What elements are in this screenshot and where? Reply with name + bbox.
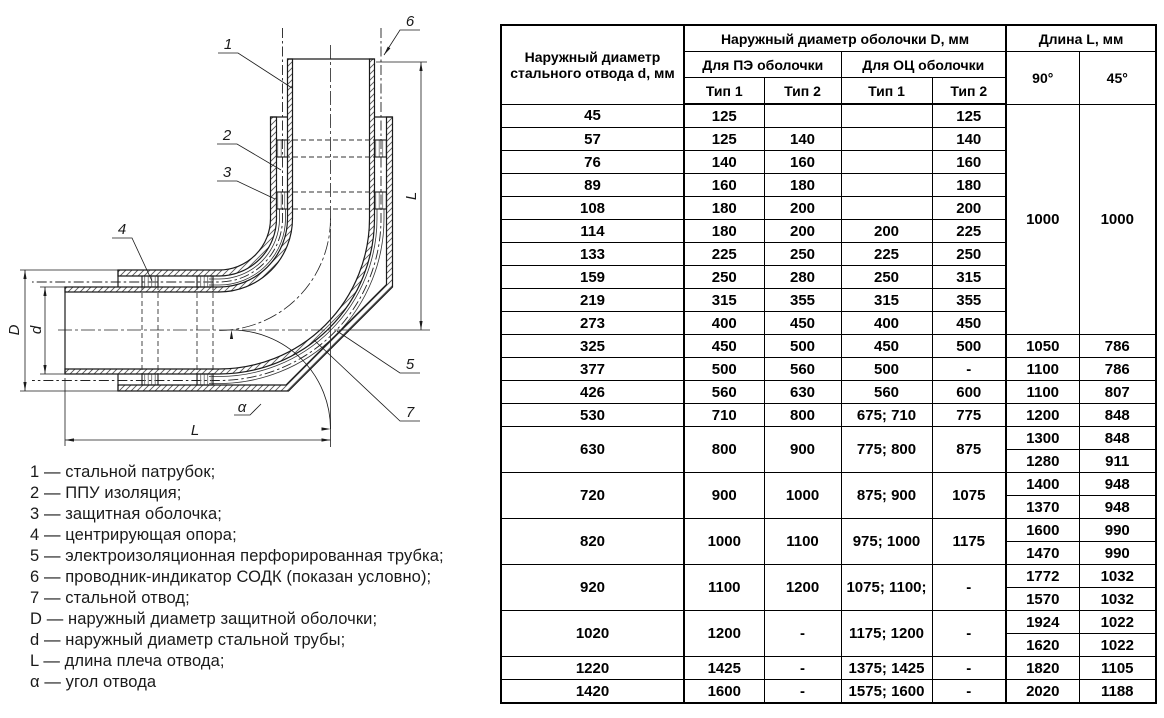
table-row	[501, 335, 1156, 358]
col-header-oc-type1: Тип 1	[841, 78, 932, 105]
table-cell: 273	[501, 312, 684, 335]
table-cell: 89	[501, 174, 684, 197]
table-cell: 140	[932, 128, 1006, 151]
table-cell: 400	[684, 312, 764, 335]
table-cell: 948	[1079, 473, 1156, 496]
pipe-end-caps	[65, 59, 393, 391]
legend-item: 5 — электроизоляционная перфорированная трубка;	[30, 547, 444, 565]
legend-item: α — угол отвода	[30, 673, 157, 691]
table-cell: 1100	[764, 519, 841, 565]
callout-2: 2	[222, 127, 232, 144]
table-row	[501, 427, 1156, 450]
table-cell: -	[764, 680, 841, 704]
table-cell: 1924	[1006, 611, 1079, 634]
table-cell: 530	[501, 404, 684, 427]
col-header-90deg: 90°	[1006, 52, 1079, 105]
table-cell: 355	[764, 289, 841, 312]
legend-item: 1 — стальной патрубок;	[30, 463, 216, 481]
table-row	[501, 358, 1156, 381]
table-cell: 500	[684, 358, 764, 381]
table-cell: 1175; 1200	[841, 611, 932, 657]
table-cell: 140	[684, 151, 764, 174]
table-cell: 225	[684, 243, 764, 266]
table-cell: 1105	[1079, 657, 1156, 680]
table-cell: 180	[684, 220, 764, 243]
table-cell: 1280	[1006, 450, 1079, 473]
table-cell: 315	[684, 289, 764, 312]
callout-7: 7	[405, 404, 415, 421]
table-cell: 990	[1079, 519, 1156, 542]
table-cell: 975; 1000	[841, 519, 932, 565]
table-cell	[841, 174, 932, 197]
table-cell: 710	[684, 404, 764, 427]
table-cell: 125	[932, 104, 1006, 128]
legend-item: 4 — центрирующая опора;	[30, 526, 237, 544]
table-cell: 225	[932, 220, 1006, 243]
table-cell: 1100	[684, 565, 764, 611]
table-cell: -	[932, 358, 1006, 381]
table-cell: 1100	[1006, 358, 1079, 381]
table-cell: 807	[1079, 381, 1156, 404]
table-cell: 630	[764, 381, 841, 404]
col-header-casing-diameter-group: Наружный диаметр оболочки D, мм	[684, 25, 1006, 52]
table-cell: -	[932, 611, 1006, 657]
table-cell: 200	[764, 220, 841, 243]
table-row	[501, 611, 1156, 634]
legend-item: 7 — стальной отвод;	[30, 589, 190, 607]
table-cell: 875	[932, 427, 1006, 473]
table-cell	[764, 104, 841, 128]
spec-table-body	[501, 104, 1156, 703]
legend	[30, 462, 444, 693]
table-cell: 160	[932, 151, 1006, 174]
table-cell: 315	[932, 266, 1006, 289]
col-header-pe-type2: Тип 2	[764, 78, 841, 105]
table-row	[501, 565, 1156, 588]
table-cell: 160	[684, 174, 764, 197]
table-cell: 280	[764, 266, 841, 289]
table-cell: -	[932, 657, 1006, 680]
table-cell: 900	[684, 473, 764, 519]
table-cell: 159	[501, 266, 684, 289]
table-cell: -	[764, 611, 841, 657]
table-cell: 1188	[1079, 680, 1156, 704]
table-cell: 500	[764, 335, 841, 358]
dim-label-D: D	[6, 324, 23, 336]
table-cell: 560	[764, 358, 841, 381]
table-cell: 315	[841, 289, 932, 312]
table-cell: -	[932, 565, 1006, 611]
table-cell: 720	[501, 473, 684, 519]
dim-label-L-horizontal: L	[190, 422, 200, 439]
table-cell: 57	[501, 128, 684, 151]
callout-4: 4	[117, 221, 127, 238]
table-cell: 450	[841, 335, 932, 358]
spec-table	[500, 24, 1157, 704]
table-cell: 990	[1079, 542, 1156, 565]
table-cell: 2020	[1006, 680, 1079, 704]
table-cell: 400	[841, 312, 932, 335]
table-cell: 180	[684, 197, 764, 220]
table-cell: 125	[684, 104, 764, 128]
table-cell: 1200	[1006, 404, 1079, 427]
table-cell: 675; 710	[841, 404, 932, 427]
callout-5: 5	[405, 356, 415, 373]
table-row	[501, 381, 1156, 404]
table-cell: 1420	[501, 680, 684, 704]
table-cell: 1570	[1006, 588, 1079, 611]
table-cell: -	[932, 680, 1006, 704]
table-cell: 1370	[1006, 496, 1079, 519]
table-cell: 140	[764, 128, 841, 151]
table-cell: 1032	[1079, 565, 1156, 588]
table-cell: 76	[501, 151, 684, 174]
table-cell: 1022	[1079, 611, 1156, 634]
hidden-lines	[142, 140, 386, 384]
table-cell: -	[764, 657, 841, 680]
centering-supports	[142, 140, 387, 385]
table-cell: 1620	[1006, 634, 1079, 657]
insulating-tube-lines	[209, 209, 384, 384]
table-cell: 820	[501, 519, 684, 565]
col-header-length-group: Длина L, мм	[1006, 25, 1156, 52]
callout-6: 6	[405, 13, 415, 30]
table-cell: 125	[684, 128, 764, 151]
table-row	[501, 519, 1156, 542]
table-cell	[841, 151, 932, 174]
table-cell: 775; 800	[841, 427, 932, 473]
table-cell: 1575; 1600	[841, 680, 932, 704]
table-cell: 450	[684, 335, 764, 358]
table-cell: 108	[501, 197, 684, 220]
table-cell: 1220	[501, 657, 684, 680]
table-row	[501, 680, 1156, 704]
table-cell: 114	[501, 220, 684, 243]
table-cell	[841, 197, 932, 220]
table-cell: 1175	[932, 519, 1006, 565]
col-header-steel-diameter: Наружный диаметр стального отвода d, мм	[501, 25, 684, 104]
col-header-oc-casing: Для ОЦ оболочки	[841, 52, 1006, 78]
table-cell: 848	[1079, 427, 1156, 450]
pipe-walls	[65, 59, 393, 391]
legend-item: 3 — защитная оболочка;	[30, 505, 222, 523]
table-cell: 1375; 1425	[841, 657, 932, 680]
table-cell: 1200	[764, 565, 841, 611]
table-cell: 948	[1079, 496, 1156, 519]
table-cell: 500	[932, 335, 1006, 358]
table-cell: 1075; 1100;	[841, 565, 932, 611]
table-row	[501, 404, 1156, 427]
table-cell: 1600	[1006, 519, 1079, 542]
table-cell: 630	[501, 427, 684, 473]
table-cell: 1000	[764, 473, 841, 519]
table-cell: 219	[501, 289, 684, 312]
table-cell: 250	[764, 243, 841, 266]
table-cell: 920	[501, 565, 684, 611]
col-header-oc-type2: Тип 2	[932, 78, 1006, 105]
pipe-elbow-drawing	[0, 0, 500, 460]
table-cell: 775	[932, 404, 1006, 427]
table-cell: 560	[841, 381, 932, 404]
table-cell: 1820	[1006, 657, 1079, 680]
table-cell: 250	[841, 266, 932, 289]
table-cell: 133	[501, 243, 684, 266]
table-cell: 1000	[684, 519, 764, 565]
table-cell: 1020	[501, 611, 684, 657]
table-cell: 225	[841, 243, 932, 266]
table-row	[501, 657, 1156, 680]
col-header-45deg: 45°	[1079, 52, 1156, 105]
table-cell: 1772	[1006, 565, 1079, 588]
table-cell: 1032	[1079, 588, 1156, 611]
table-cell: 1470	[1006, 542, 1079, 565]
col-header-pe-type1: Тип 1	[684, 78, 764, 105]
legend-item: 2 — ППУ изоляция;	[30, 484, 182, 502]
table-cell: 1400	[1006, 473, 1079, 496]
table-cell: 911	[1079, 450, 1156, 473]
table-cell: 500	[841, 358, 932, 381]
table-cell: 45	[501, 104, 684, 128]
table-cell: 900	[764, 427, 841, 473]
table-cell: 848	[1079, 404, 1156, 427]
table-cell: 1000	[1006, 104, 1079, 335]
table-cell: 1022	[1079, 634, 1156, 657]
table-cell: 1000	[1079, 104, 1156, 335]
table-cell: 200	[764, 197, 841, 220]
table-cell: 1050	[1006, 335, 1079, 358]
table-cell	[841, 128, 932, 151]
legend-item: L — длина плеча отвода;	[30, 652, 225, 670]
table-cell: 355	[932, 289, 1006, 312]
table-cell: 160	[764, 151, 841, 174]
legend-item: d — наружный диаметр стальной трубы;	[30, 631, 346, 649]
table-cell: 450	[764, 312, 841, 335]
table-cell: 600	[932, 381, 1006, 404]
table-row	[501, 473, 1156, 496]
legend-item: 6 — проводник-индикатор СОДК (показан условно);	[30, 568, 432, 586]
table-cell: 1300	[1006, 427, 1079, 450]
dimension-arrows	[23, 47, 422, 442]
table-cell: 786	[1079, 335, 1156, 358]
table-cell: 325	[501, 335, 684, 358]
table-cell: 800	[764, 404, 841, 427]
table-cell: 450	[932, 312, 1006, 335]
table-cell: 560	[684, 381, 764, 404]
dim-label-alpha: α	[237, 399, 247, 416]
table-cell: 1100	[1006, 381, 1079, 404]
table-cell: 377	[501, 358, 684, 381]
dim-label-d: d	[28, 325, 45, 335]
callout-1: 1	[223, 36, 233, 53]
table-cell: 180	[932, 174, 1006, 197]
table-row	[501, 104, 1156, 128]
table-cell: 1425	[684, 657, 764, 680]
table-cell: 875; 900	[841, 473, 932, 519]
table-cell: 1075	[932, 473, 1006, 519]
table-cell	[841, 104, 932, 128]
table-cell: 180	[764, 174, 841, 197]
table-cell: 250	[932, 243, 1006, 266]
table-cell: 200	[932, 197, 1006, 220]
table-cell: 786	[1079, 358, 1156, 381]
table-cell: 426	[501, 381, 684, 404]
table-cell: 1200	[684, 611, 764, 657]
table-cell: 200	[841, 220, 932, 243]
table-cell: 800	[684, 427, 764, 473]
legend-item: D — наружный диаметр защитной оболочки;	[30, 610, 378, 628]
col-header-pe-casing: Для ПЭ оболочки	[684, 52, 841, 78]
dim-label-L-vertical: L	[403, 191, 420, 201]
callout-3: 3	[222, 164, 232, 181]
table-cell: 250	[684, 266, 764, 289]
table-cell: 1600	[684, 680, 764, 704]
